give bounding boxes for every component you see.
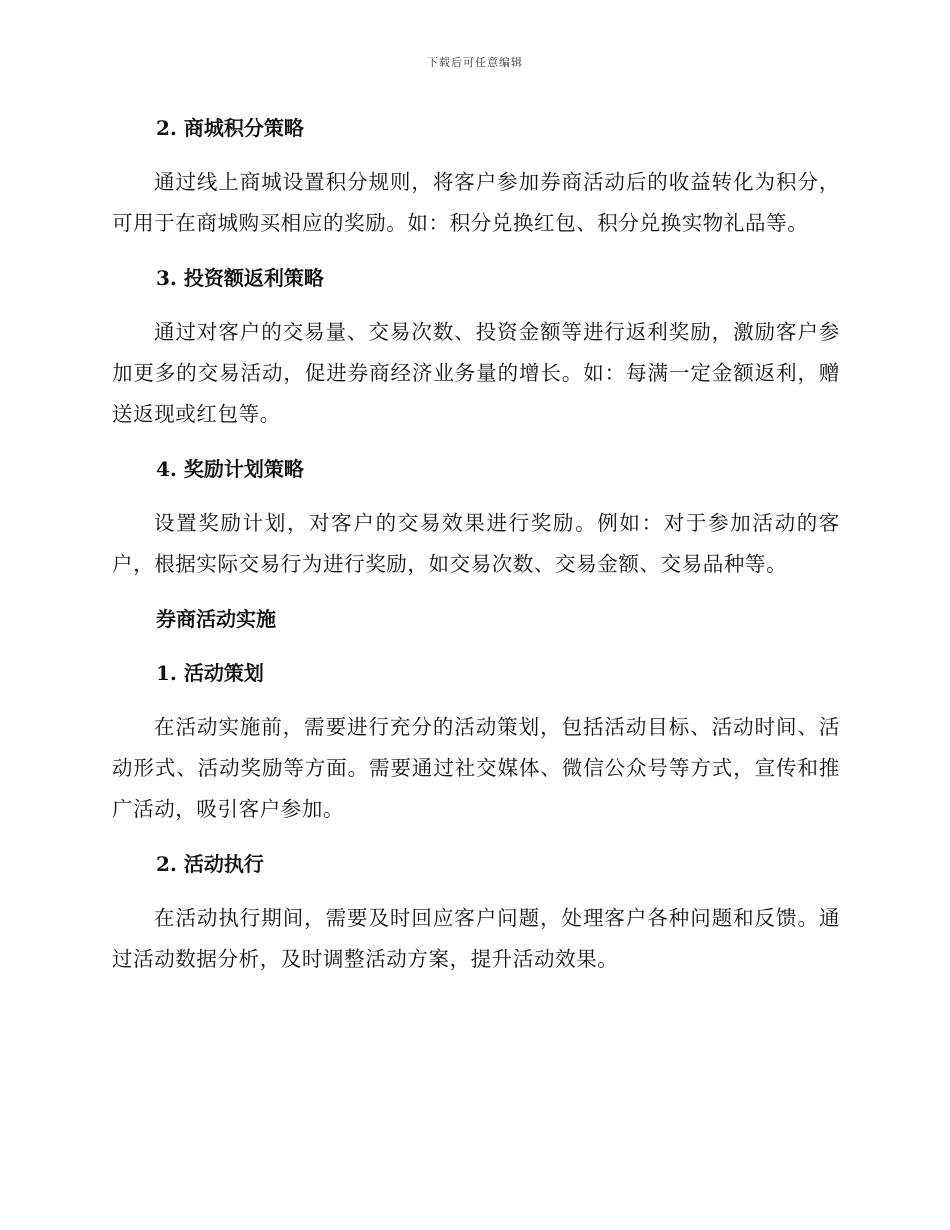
section-heading-mall-points: 2. 商城积分策略	[156, 116, 304, 140]
section-body-mall-points: 通过线上商城设置积分规则，将客户参加券商活动后的收益转化为积分，可用于在商城购买相应的奖励。如：积分兑换红包、积分兑换实物礼品等。	[112, 170, 840, 235]
section-heading-activity-implementation: 券商活动实施	[156, 607, 276, 631]
section-heading-reward-plan: 4. 奖励计划策略	[156, 457, 304, 481]
section-body-activity-planning: 在活动实施前，需要进行充分的活动策划，包括活动目标、活动时间、活动形式、活动奖励等方面。需要通过社交媒体、微信公众号等方式，宣传和推广活动，吸引客户参加。	[112, 715, 840, 821]
section-heading-activity-execution: 2. 活动执行	[156, 852, 264, 876]
document-body	[112, 108, 840, 980]
section-heading-activity-planning: 1. 活动策划	[156, 661, 264, 685]
section-heading-investment-rebate: 3. 投资额返利策略	[156, 266, 324, 290]
section-body-activity-execution: 在活动执行期间，需要及时回应客户问题，处理客户各种问题和反馈。通过活动数据分析，及时调整活动方案，提升活动效果。	[112, 906, 840, 971]
page-header: 下载后可任意编辑	[427, 56, 523, 69]
section-body-investment-rebate: 通过对客户的交易量、交易次数、投资金额等进行返利奖励，激励客户参加更多的交易活动，促进券商经济业务量的增长。如：每满一定金额返利，赠送返现或红包等。	[112, 320, 840, 426]
section-body-reward-plan: 设置奖励计划，对客户的交易效果进行奖励。例如：对于参加活动的客户，根据实际交易行为进行奖励，如交易次数、交易金额、交易品种等。	[112, 511, 840, 576]
